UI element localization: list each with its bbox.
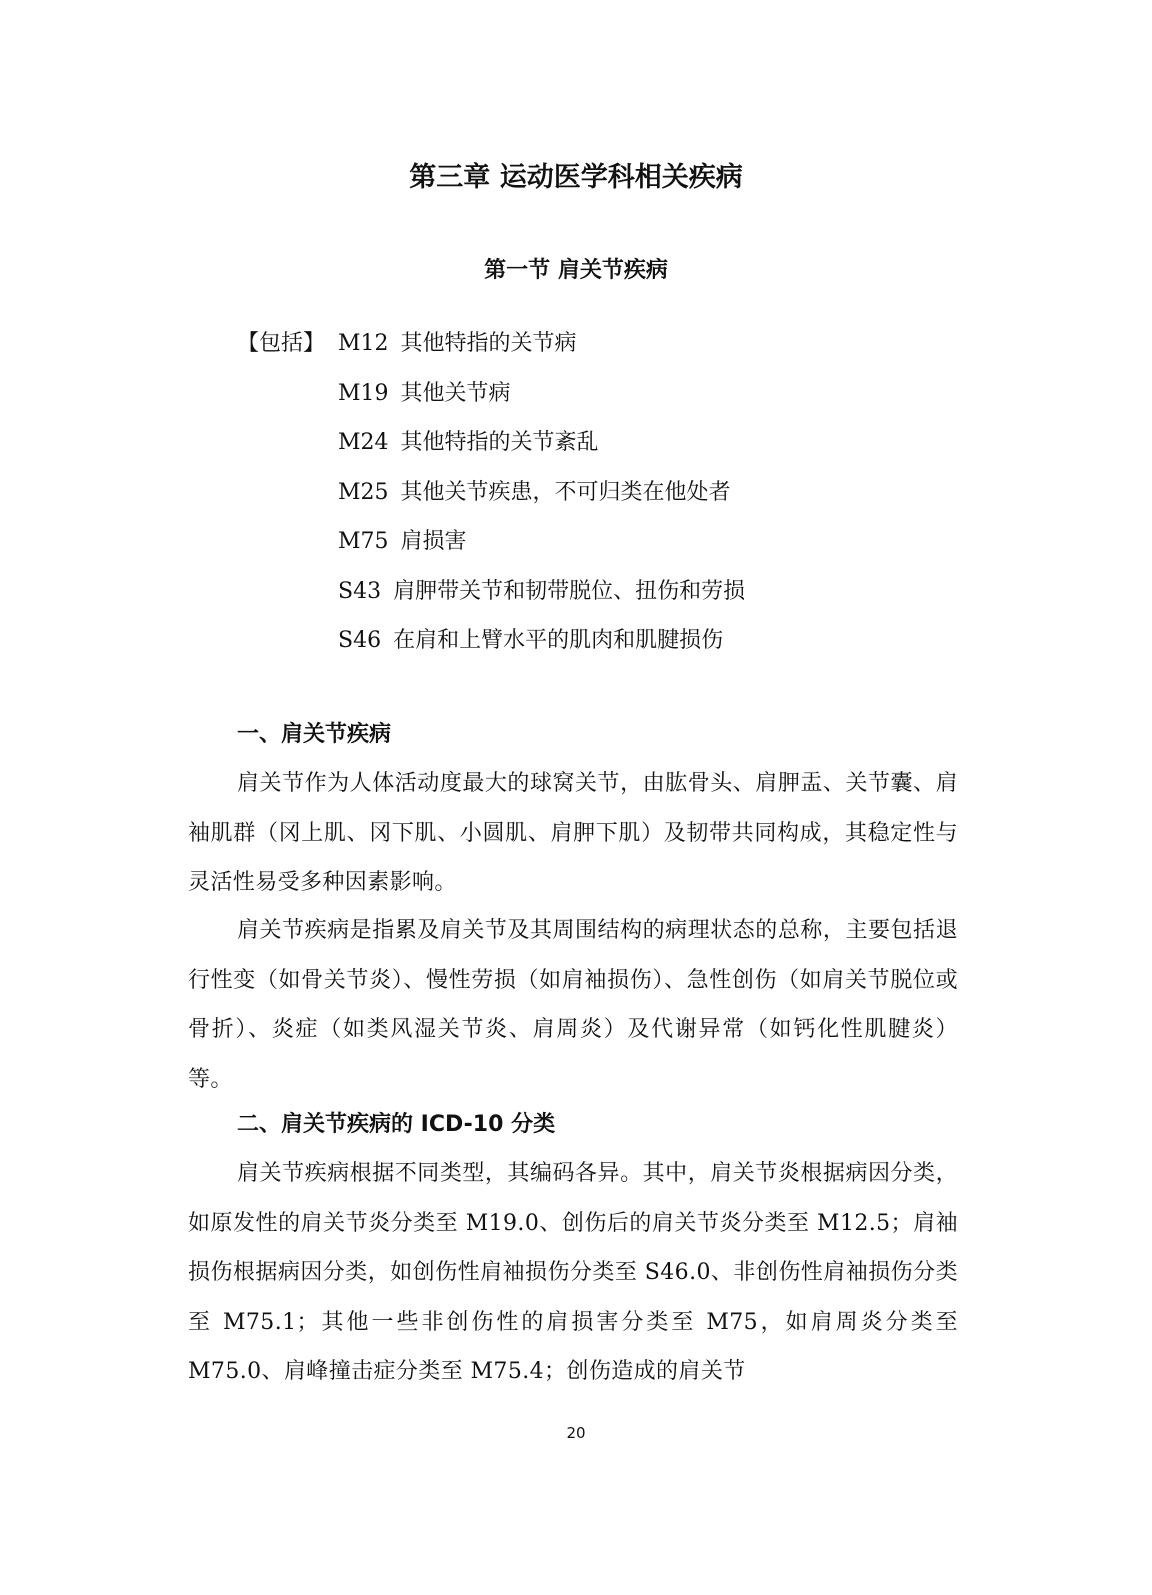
icd-code: M25 bbox=[338, 479, 389, 505]
section-heading-shoulder-diseases: 一、肩关节疾病 bbox=[237, 722, 392, 747]
includes-label: 【包括】 bbox=[237, 331, 326, 356]
icd-code: M12 bbox=[338, 331, 389, 356]
list-item bbox=[338, 476, 745, 526]
page-number: 20 bbox=[566, 1424, 586, 1442]
icd-description: 其他特指的关节病 bbox=[400, 331, 577, 356]
icd-description: 在肩和上臂水平的肌肉和肌腱损伤 bbox=[393, 628, 724, 653]
paragraph-shoulder-anatomy: 肩关节作为人体活动度最大的球窝关节，由肱骨头、肩胛盂、关节囊、肩袖肌群（冈上肌、冈下肌、小圆肌、肩胛下肌）及韧带共同构成，其稳定性与灵活性易受多种因素影响。 bbox=[188, 771, 958, 895]
icd-code: S43 bbox=[338, 578, 382, 604]
paragraph-shoulder-disease-definition: 肩关节疾病是指累及肩关节及其周围结构的病理状态的总称，主要包括退行性变（如骨关节炎）、慢性劳损（如肩袖损伤）、急性创伤（如肩关节脱位或骨折）、炎症（如类风湿关节炎、肩周炎）及代谢异常（如钙化性肌腱炎）等。 bbox=[188, 918, 958, 1092]
icd-code: M19 bbox=[338, 380, 389, 406]
icd-code: M24 bbox=[338, 430, 389, 455]
list-item bbox=[338, 525, 745, 575]
icd-description: 其他关节病 bbox=[400, 380, 511, 406]
section-title: 第一节 肩关节疾病 bbox=[484, 258, 668, 283]
list-item bbox=[338, 426, 745, 476]
icd-code: S46 bbox=[338, 628, 382, 653]
section-heading-icd10-classification: 二、肩关节疾病的 ICD-10 分类 bbox=[237, 1112, 556, 1137]
list-item bbox=[338, 575, 745, 625]
icd-code: M75 bbox=[338, 529, 389, 554]
icd-description: 其他特指的关节紊乱 bbox=[400, 430, 599, 455]
chapter-title: 第三章 运动医学科相关疾病 bbox=[409, 162, 743, 193]
paragraph-icd10-coding: 肩关节疾病根据不同类型，其编码各异。其中，肩关节炎根据病因分类，如原发性的肩关节炎分类至 M19.0、创伤后的肩关节炎分类至 M12.5；肩袖损伤根据病因分类，如创伤性肩袖损伤分类至 S46.0、非创伤性肩袖损伤分类至 M75.1；其他一些非创伤性的肩损害分类至 M75，如肩周炎分类至 M75.0、肩峰撞击症分类至 M75.4；创伤造成的肩关节 bbox=[188, 1161, 958, 1384]
icd-code-list bbox=[338, 327, 745, 674]
icd-description: 肩损害 bbox=[400, 529, 467, 554]
icd-description: 其他关节疾患，不可归类在他处者 bbox=[400, 479, 731, 505]
list-item bbox=[338, 624, 745, 674]
list-item bbox=[338, 377, 745, 427]
icd-description: 肩胛带关节和韧带脱位、扭伤和劳损 bbox=[393, 578, 746, 604]
list-item bbox=[338, 327, 745, 377]
